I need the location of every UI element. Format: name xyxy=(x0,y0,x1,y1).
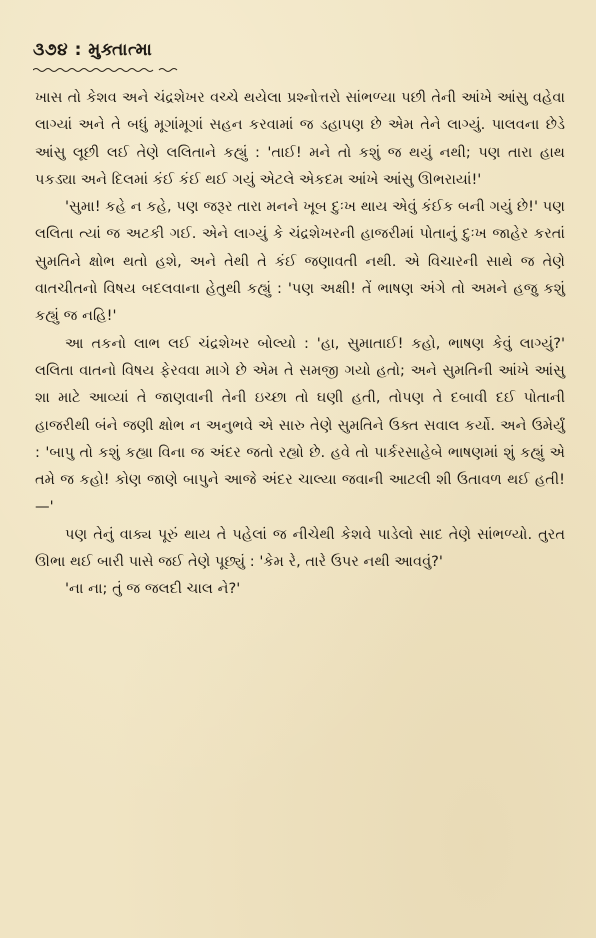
paragraph: 'ના ના; તું જ જલદી ચાલ ને?' xyxy=(65,580,241,598)
running-header: ૩૭૪ : મુક્તાત્મા xyxy=(33,40,153,60)
paragraph: 'સુમા! કહે ન કહે, પણ જરૂર તારા મનને ખૂબ દુઃખ થાય એવું કંઈક બની ગયું છે!' પણ લલિતા ત્યાં જ અટકી ગઈ. એને લાગ્યું કે ચંદ્રશેખરની હાજરીમાં પોતાનું દુઃખ જાહેર કરતાં સુમતિને ક્ષોભ થતો હશે, અને તેથી તે કંઈ જણાવતી નથી. એ વિચારની સાથે જ તેણે વાતચીતનો વિષય બદલવાના હેતુથી કહ્યું : 'પણ અક્ષી! તેં ભાષણ અંગે તો અમને હજુ કશું કહ્યું જ નહિ!' xyxy=(35,198,565,325)
paragraph: પણ તેનું વાક્ય પૂરું થાય તે પહેલાં જ નીચેથી કેશવે પાડેલો સાદ તેણે સાંભળ્યો. તુરત ઊભા થઈ બારી પાસે જઈ તેણે પૂછ્યું : 'કેમ રે, તારે ઉપર નથી આવવું?' xyxy=(35,525,565,571)
page-body-text xyxy=(35,84,565,603)
paragraph: આ તકનો લાભ લઈ ચંદ્રશેખર બોલ્યો : 'હા, સુમાતાઈ! કહો, ભાષણ કેવું લાગ્યું?' લલિતા વાતનો વિષય ફેરવવા માગે છે એમ તે સમજી ગયો હતો; અને સુમતિની આંખે આંસુ શા માટે આવ્યાં તે જાણવાની તેની ઇચ્છા તો ઘણી હતી, તોપણ તે દબાવી દઈ પોતાની હાજરીથી બંને જણી ક્ષોભ ન અનુભવે એ સારુ તેણે સુમતિને ઉક્ત સવાલ કર્યો. અને ઉમેર્યું : 'બાપુ તો કશું કહ્યા વિના જ અંદર જતો રહ્યો છે. હવે તો પાર્કરસાહેબે ભાષણમાં શું કહ્યું એ તમે જ કહો! કોણ જાણે બાપુને આજે અંદર ચાલ્યા જવાની આટલી શી ઉતાવળ થઈ હતી!—' xyxy=(35,334,565,516)
paragraph: ખાસ તો કેશવ અને ચંદ્રશેખર વચ્ચે થયેલા પ્રશ્નોત્તરો સાંભળ્યા પછી તેની આંખે આંસુ વહેવા લાગ્યાં અને તે બધું મૂગાંમૂગાં સહન કરવામાં જ ડહાપણ છે એમ તેને લાગ્યું. પાલવના છેડે આંસુ લૂછી લઈ તેણે લલિતાને કહ્યું : 'તાઈ! મને તો કશું જ થયું નથી; પણ તારા હાથ પકડ્યા અને દિલમાં કંઈ કંઈ થઈ ગયું એટલે એકદમ આંખે આંસુ ઊભરાયાં!' xyxy=(35,89,565,188)
decorative-wavy-rule xyxy=(33,67,181,73)
